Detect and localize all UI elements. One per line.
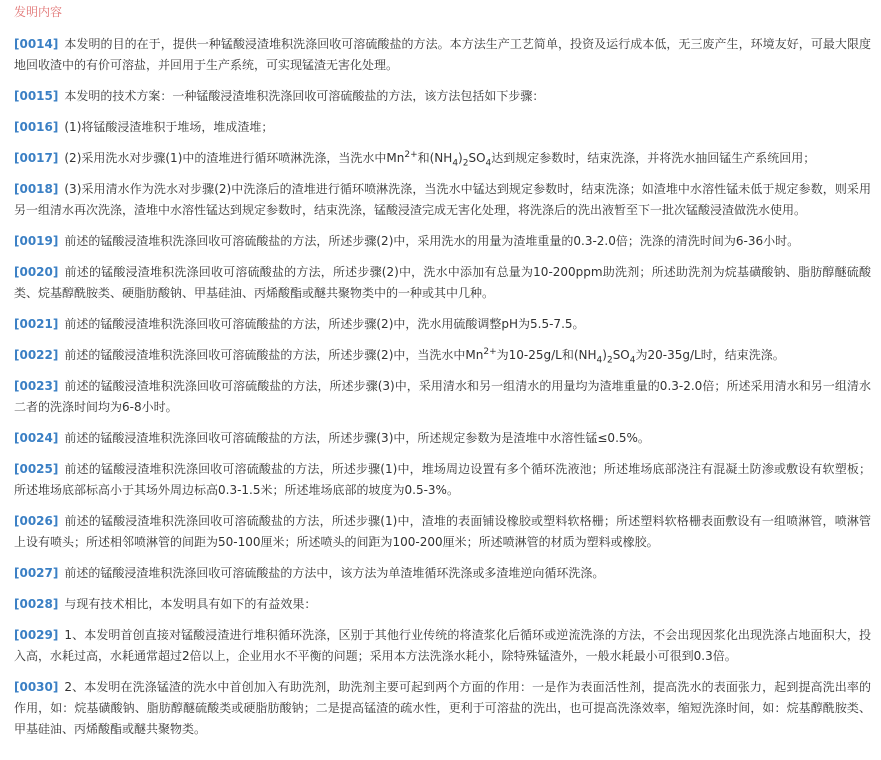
text-run: 为20-35g/L时，结束洗涤。: [635, 348, 785, 362]
paragraph-number: [0020]: [14, 265, 59, 279]
paragraph-text: 本发明的技术方案：一种锰酸浸渣堆积洗涤回收可溶硫酸盐的方法，该方法包括如下步骤：: [64, 89, 545, 103]
paragraph-number: [0025]: [14, 462, 59, 476]
paragraph-0026: [14, 511, 871, 553]
paragraph-number: [0021]: [14, 317, 59, 331]
paragraph-0018: [14, 179, 871, 221]
paragraph-text: 前述的锰酸浸渣堆积洗涤回收可溶硫酸盐的方法，所述步骤(2)中，洗水用硫酸调整pH为5.5-7.5。: [64, 317, 585, 331]
paragraph-text: [64, 150, 816, 169]
paragraph-number: [0019]: [14, 234, 59, 248]
paragraph-text: 1、本发明首创直接对锰酸浸渣进行堆积循环洗涤，区别于其他行业传统的将渣浆化后循环或逆流洗涤的方法，不会出现因浆化出现洗涤占地面积大，投入高，水耗过高，水耗通常超过2倍以上，企业用水不平衡的问题；采用本方法洗涤水耗小，除特殊锰渣外，一般水耗最小可很到0.3倍。: [14, 628, 871, 663]
text-run: 为10-25g/L和(NH: [496, 348, 597, 362]
paragraph-0014: [14, 34, 871, 76]
subscript: 4: [629, 355, 636, 366]
paragraph-text: 前述的锰酸浸渣堆积洗涤回收可溶硫酸盐的方法，所述步骤(2)中，采用洗水的用量为渣堆重量的0.3-2.0倍；洗涤的清洗时间为6-36小时。: [64, 234, 800, 248]
text-run: ): [602, 348, 607, 362]
text-run: 前述的锰酸浸渣堆积洗涤回收可溶硫酸盐的方法，所述步骤(2)中，当洗水中Mn: [64, 348, 484, 362]
paragraph-0022: [14, 345, 871, 366]
paragraph-text: 前述的锰酸浸渣堆积洗涤回收可溶硫酸盐的方法，所述步骤(3)中，所述规定参数为是渣堆中水溶性锰≤0.5%。: [64, 431, 650, 445]
paragraph-text: [64, 347, 785, 366]
text-run: (2)采用洗水对步骤(1)中的渣堆进行循环喷淋洗涤，当洗水中Mn: [64, 151, 405, 165]
paragraph-text: 与现有技术相比，本发明具有如下的有益效果：: [64, 597, 317, 611]
paragraph-text: 本发明的目的在于，提供一种锰酸浸渣堆积洗涤回收可溶硫酸盐的方法。本方法生产工艺简单，投资及运行成本低，无三废产生，环境友好，可最大限度地回收渣中的有价可溶盐，并回用于生产系统，可实现锰渣无害化处理。: [14, 37, 871, 72]
paragraph-text: 前述的锰酸浸渣堆积洗涤回收可溶硫酸盐的方法，所述步骤(3)中，采用清水和另一组清水的用量均为渣堆重量的0.3-2.0倍；所述采用清水和另一组清水二者的洗涤时间均为6-8小时。: [14, 379, 871, 414]
paragraph-number: [0014]: [14, 37, 59, 51]
paragraph-number: [0017]: [14, 151, 59, 165]
paragraph-0021: [14, 314, 871, 335]
paragraph-number: [0028]: [14, 597, 59, 611]
paragraph-text: 前述的锰酸浸渣堆积洗涤回收可溶硫酸盐的方法，所述步骤(2)中，洗水中添加有总量为10-200ppm助洗剂；所述助洗剂为烷基磺酸钠、脂肪醇醚硫酸类、烷基醇酰胺类、硬脂肪酸钠、甲基硅油、丙烯酸酯或醚共聚物类中的一种或其中几种。: [14, 265, 871, 300]
paragraph-0019: [14, 231, 871, 252]
paragraph-text: 2、本发明在洗涤锰渣的洗水中首创加入有助洗剂，助洗剂主要可起到两个方面的作用：一是作为表面活性剂，提高洗水的表面张力，起到提高洗出率的作用，如：烷基磺酸钠、脂肪醇醚硫酸类或硬脂肪酸钠；二是提高锰渣的疏水性，更利于可溶盐的洗出，也可提高洗涤效率，缩短洗涤时间，如：烷基醇酰胺类、甲基硅油、丙烯酸酯或醚共聚物类。: [14, 680, 871, 736]
subscript: 2: [462, 158, 469, 169]
superscript: 2+: [483, 347, 497, 357]
paragraph-number: [0024]: [14, 431, 59, 445]
text-run: ): [458, 151, 463, 165]
paragraph-text: 前述的锰酸浸渣堆积洗涤回收可溶硫酸盐的方法，所述步骤(1)中，渣堆的表面铺设橡胶或塑料软格栅；所述塑料软格栅表面敷设有一组喷淋管，喷淋管上设有喷头；所述相邻喷淋管的间距为50-100厘米；所述喷头的间距为100-200厘米；所述喷淋管的材质为塑料或橡胶。: [14, 514, 871, 549]
section-title: 发明内容: [14, 5, 63, 19]
paragraph-number: [0027]: [14, 566, 59, 580]
paragraph-0016: [14, 117, 871, 138]
subscript: 2: [606, 355, 613, 366]
paragraph-0020: [14, 262, 871, 304]
paragraph-0023: [14, 376, 871, 418]
paragraph-number: [0016]: [14, 120, 59, 134]
text-run: 达到规定参数时，结束洗涤，并将洗水抽回锰生产系统回用；: [491, 151, 816, 165]
paragraph-0029: [14, 625, 871, 667]
text-run: SO: [612, 348, 630, 362]
paragraph-number: [0030]: [14, 680, 59, 694]
paragraph-0028: [14, 594, 871, 615]
text-run: 和(NH: [417, 151, 453, 165]
paragraph-0017: [14, 148, 871, 169]
subscript: 4: [596, 355, 603, 366]
paragraph-number: [0026]: [14, 514, 59, 528]
text-run: SO: [468, 151, 486, 165]
paragraph-0015: [14, 86, 871, 107]
paragraph-0027: [14, 563, 871, 584]
paragraph-0024: [14, 428, 871, 449]
subscript: 4: [452, 158, 459, 169]
paragraph-text: (3)采用清水作为洗水对步骤(2)中洗涤后的渣堆进行循环喷淋洗涤，当洗水中锰达到规定参数时，结束洗涤；如渣堆中水溶性锰未低于规定参数，则采用另一组清水再次洗涤，渣堆中水溶性锰达到规定参数时，结束洗涤，锰酸浸渣完成无害化处理，将洗涤后的洗出液暂至下一批次锰酸浸渣做洗水使用。: [14, 182, 871, 217]
paragraph-0030: [14, 677, 871, 740]
subscript: 4: [485, 158, 492, 169]
paragraph-text: 前述的锰酸浸渣堆积洗涤回收可溶硫酸盐的方法，所述步骤(1)中，堆场周边设置有多个循环洗液池；所述堆场底部浇注有混凝土防渗或敷设有软塑板；所述堆场底部标高小于其场外周边标高0.3-1.5米；所述堆场底部的坡度为0.5-3%。: [14, 462, 871, 497]
paragraph-number: [0029]: [14, 628, 59, 642]
paragraph-text: 前述的锰酸浸渣堆积洗涤回收可溶硫酸盐的方法中，该方法为单渣堆循环洗涤或多渣堆逆向循环洗涤。: [64, 566, 605, 580]
paragraph-number: [0023]: [14, 379, 59, 393]
paragraph-number: [0018]: [14, 182, 59, 196]
paragraph-number: [0015]: [14, 89, 59, 103]
paragraph-number: [0022]: [14, 348, 59, 362]
paragraph-0025: [14, 459, 871, 501]
paragraph-text: (1)将锰酸浸渣堆积于堆场，堆成渣堆；: [64, 120, 274, 134]
superscript: 2+: [404, 150, 418, 160]
